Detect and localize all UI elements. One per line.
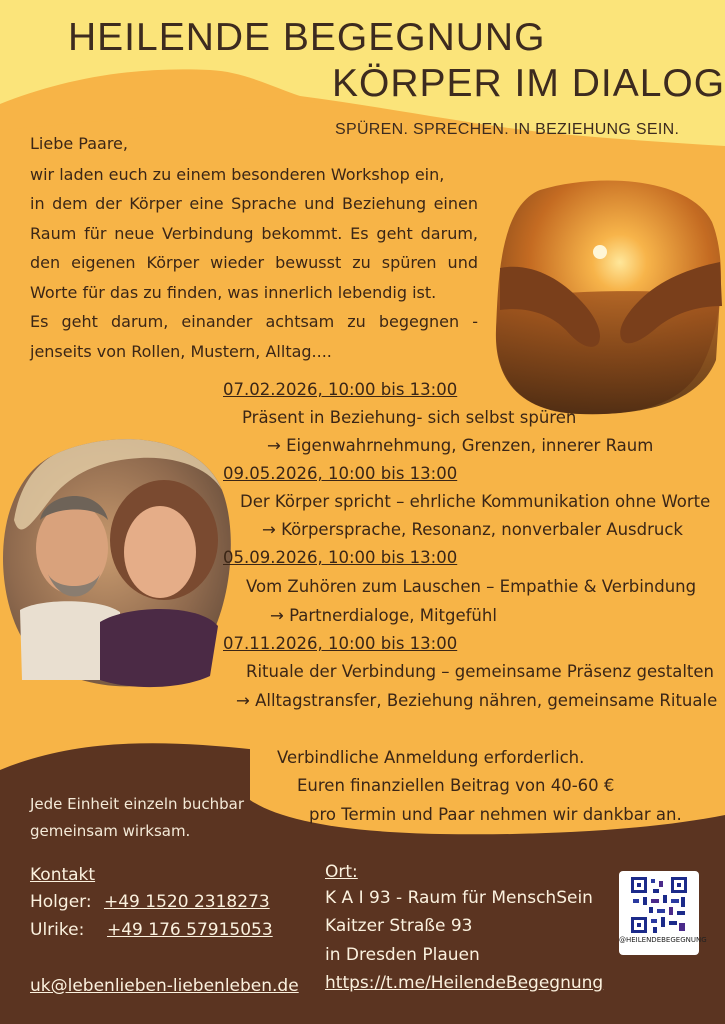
- session-1-detail: → Eigenwahrnehmung, Grenzen, innerer Raum: [267, 436, 654, 455]
- holger-label: Holger:: [30, 892, 92, 912]
- title-line-1: HEILENDE BEGEGNUNG: [68, 16, 546, 59]
- session-4-topic: Rituale der Verbindung – gemeinsame Präsenz gestalten: [246, 662, 714, 681]
- session-2-detail: → Körpersprache, Resonanz, nonverbaler Ausdruck: [262, 520, 683, 539]
- session-4-date: 07.11.2026, 10:00 bis 13:00: [223, 634, 458, 653]
- registration-line-2: Euren finanziellen Beitrag von 40-60 €: [297, 776, 615, 795]
- qr-code-icon: [619, 873, 699, 937]
- contact-heading: Kontakt: [30, 865, 96, 885]
- location-heading: Ort:: [325, 862, 358, 882]
- title-line-2: KÖRPER IM DIALOG: [332, 62, 725, 105]
- telegram-link[interactable]: https://t.me/HeilendeBegegnung: [325, 973, 604, 993]
- tagline: SPÜREN. SPRECHEN. IN BEZIEHUNG SEIN.: [335, 121, 680, 138]
- sun-icon: [593, 245, 607, 259]
- qr-label: @HEILENDEBEGEGNUNG: [619, 936, 707, 944]
- intro-line-7: jenseits von Rollen, Mustern, Alltag....: [30, 342, 332, 361]
- booking-note-line-2: gemeinsam wirksam.: [30, 822, 191, 840]
- session-4-detail: → Alltagstransfer, Beziehung nähren, gemeinsame Rituale: [236, 691, 718, 710]
- woman-face-shape: [124, 506, 196, 598]
- session-2-date: 09.05.2026, 10:00 bis 13:00: [223, 464, 458, 483]
- location-line-3: in Dresden Plauen: [325, 945, 480, 965]
- email-link[interactable]: uk@lebenlieben-liebenleben.de: [30, 976, 299, 996]
- intro-line-4: den eigenen Körper wieder bewusst zu spüren und: [30, 253, 478, 272]
- intro-line-2: in dem der Körper eine Sprache und Beziehung einen: [30, 194, 478, 213]
- woman-top-shape: [100, 609, 218, 687]
- couple-portrait-photo: [3, 439, 231, 687]
- intro-line-3: Raum für neue Verbindung bekommt. Es geht darum,: [30, 224, 478, 243]
- session-1-topic: Präsent in Beziehung- sich selbst spüren: [242, 408, 577, 427]
- sunset-hands-photo: [496, 181, 722, 415]
- session-3-date: 05.09.2026, 10:00 bis 13:00: [223, 548, 458, 567]
- intro-greeting: Liebe Paare,: [30, 134, 128, 153]
- session-2-topic: Der Körper spricht – ehrliche Kommunikation ohne Worte: [240, 492, 711, 511]
- intro-line-1: wir laden euch zu einem besonderen Workshop ein,: [30, 165, 445, 184]
- session-1-date: 07.02.2026, 10:00 bis 13:00: [223, 380, 458, 399]
- registration-line-1: Verbindliche Anmeldung erforderlich.: [277, 748, 585, 767]
- holger-phone-link[interactable]: +49 1520 2318273: [104, 892, 270, 912]
- intro-line-5: Worte für das zu finden, was innerlich lebendig ist.: [30, 283, 437, 302]
- intro-line-6: Es geht darum, einander achtsam zu begegnen -: [30, 312, 478, 331]
- registration-line-3: pro Termin und Paar nehmen wir dankbar an.: [309, 805, 682, 824]
- session-3-topic: Vom Zuhören zum Lauschen – Empathie & Verbindung: [246, 577, 697, 596]
- booking-note-line-1: Jede Einheit einzeln buchbar: [30, 795, 244, 813]
- location-line-1: K A I 93 - Raum für MenschSein: [325, 888, 593, 908]
- session-3-detail: → Partnerdialoge, Mitgefühl: [270, 606, 497, 625]
- ulrike-label: Ulrike:: [30, 920, 85, 940]
- location-line-2: Kaitzer Straße 93: [325, 916, 473, 936]
- ulrike-phone-link[interactable]: +49 176 57915053: [107, 920, 273, 940]
